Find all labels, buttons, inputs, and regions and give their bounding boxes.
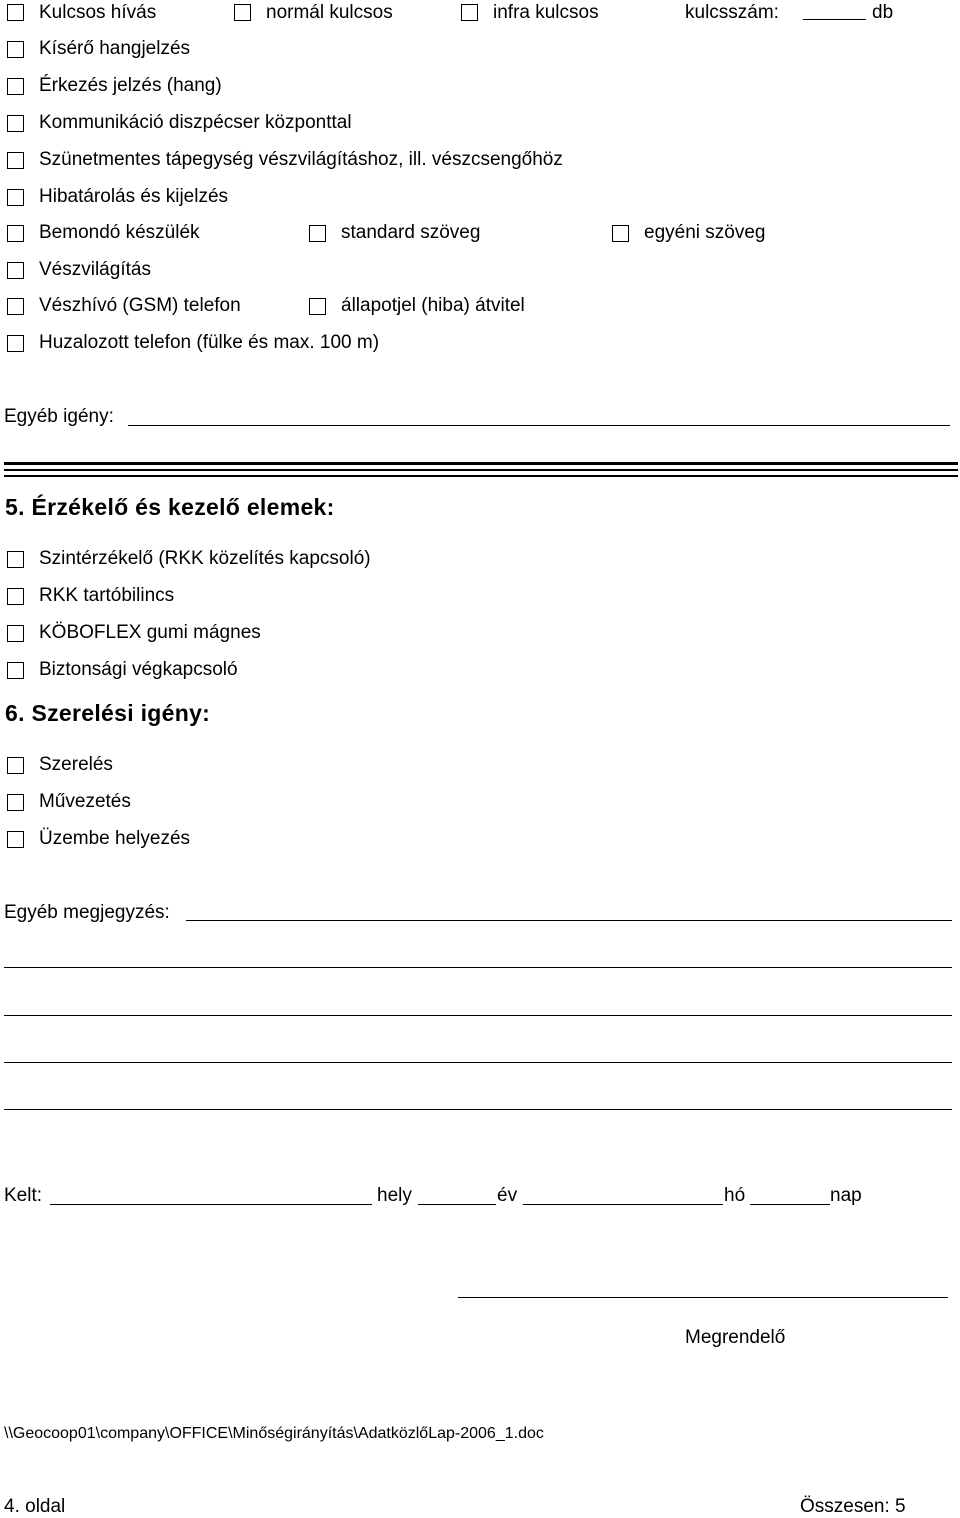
signature-line[interactable] [458,1297,948,1298]
megjegyzes-line[interactable] [4,1062,952,1063]
kommunikacio-label: Kommunikáció diszpécser központtal [39,112,352,133]
erkezes-jelzes-label: Érkezés jelzés (hang) [39,75,222,96]
ho-label: hó [724,1185,746,1206]
section5-item-checkbox[interactable] [7,588,24,605]
hely-label: hely [377,1185,412,1206]
hibatarolas-label: Hibatárolás és kijelzés [39,186,229,207]
page-number: 4. oldal [4,1496,66,1517]
section6-heading: 6. Szerelési igény: [5,700,211,726]
item-checkbox[interactable] [7,41,24,58]
item-checkbox[interactable] [7,189,24,206]
egyeb-igeny-label: Egyéb igény: [4,406,114,427]
szunetmentes-label: Szünetmentes tápegység vészvilágításhoz, ill. vészcsengőhöz [39,149,563,170]
standard-szoveg-checkbox[interactable] [309,225,326,242]
item-checkbox[interactable] [7,152,24,169]
megjegyzes-line[interactable] [4,967,952,968]
huzalozott-label: Huzalozott telefon (fülke és max. 100 m) [39,332,380,353]
ev-label: év [497,1185,518,1206]
page-total: Összesen: 5 [800,1496,906,1517]
ev-field[interactable] [523,1204,723,1205]
veszvilagitas-checkbox[interactable] [7,262,24,279]
veszvilagitas-label: Vészvilágítás [39,259,151,280]
veszhivo-checkbox[interactable] [7,298,24,315]
egyeni-szoveg-label: egyéni szöveg [644,222,766,243]
koboflex-label: KÖBOFLEX gumi mágnes [39,622,261,643]
section6-item-checkbox[interactable] [7,794,24,811]
muvezetes-label: Művezetés [39,791,131,812]
section-divider [4,469,958,471]
allapotjel-checkbox[interactable] [309,298,326,315]
kelt-field[interactable] [50,1204,372,1205]
uzembe-helyezes-label: Üzembe helyezés [39,828,191,849]
hely-field[interactable] [418,1204,496,1205]
kulcsszam-field[interactable] [803,19,866,20]
kisero-hangjelzes-label: Kísérő hangjelzés [39,38,191,59]
section5-item-checkbox[interactable] [7,662,24,679]
nap-label: nap [830,1185,862,1206]
egyeni-szoveg-checkbox[interactable] [612,225,629,242]
infra-kulcsos-checkbox[interactable] [461,4,478,21]
kulcsos-hivas-label: Kulcsos hívás [39,2,157,23]
megjegyzes-line[interactable] [4,1109,952,1110]
egyeb-igeny-field[interactable] [128,425,950,426]
bemondo-checkbox[interactable] [7,225,24,242]
szintérzekelo-label: Szintérzékelő (RKK közelítés kapcsoló) [39,548,371,569]
section6-item-checkbox[interactable] [7,757,24,774]
rkk-tartobilincs-label: RKK tartóbilincs [39,585,175,606]
kelt-label: Kelt: [4,1185,43,1206]
item-checkbox[interactable] [7,115,24,132]
szereles-label: Szerelés [39,754,113,775]
megrendelo-label: Megrendelő [685,1327,786,1348]
kulcsszam-label: kulcsszám: [685,2,779,23]
egyeb-megjegyzes-label: Egyéb megjegyzés: [4,902,170,923]
huzalozott-checkbox[interactable] [7,335,24,352]
infra-kulcsos-label: infra kulcsos [493,2,599,23]
megjegyzes-line[interactable] [4,1015,952,1016]
item-checkbox[interactable] [7,78,24,95]
veszhivo-label: Vészhívó (GSM) telefon [39,295,241,316]
section-divider [4,462,958,465]
kulcsos-hivas-checkbox[interactable] [7,4,24,21]
normal-kulcsos-checkbox[interactable] [234,4,251,21]
section5-heading: 5. Érzékelő és kezelő elemek: [5,494,335,520]
biztonsagi-vegkapcsolo-label: Biztonsági végkapcsoló [39,659,238,680]
ho-field[interactable] [750,1204,830,1205]
db-label: db [872,2,894,23]
section5-item-checkbox[interactable] [7,551,24,568]
megjegyzes-field[interactable] [186,920,952,921]
normal-kulcsos-label: normál kulcsos [266,2,393,23]
bemondo-label: Bemondó készülék [39,222,200,243]
standard-szoveg-label: standard szöveg [341,222,481,243]
section-divider [4,475,958,477]
section5-item-checkbox[interactable] [7,625,24,642]
section6-item-checkbox[interactable] [7,831,24,848]
allapotjel-label: állapotjel (hiba) átvitel [341,295,525,316]
file-path: \\Geocoop01\company\OFFICE\Minőségirányítás\AdatközlőLap-2006_1.doc [4,1425,544,1442]
